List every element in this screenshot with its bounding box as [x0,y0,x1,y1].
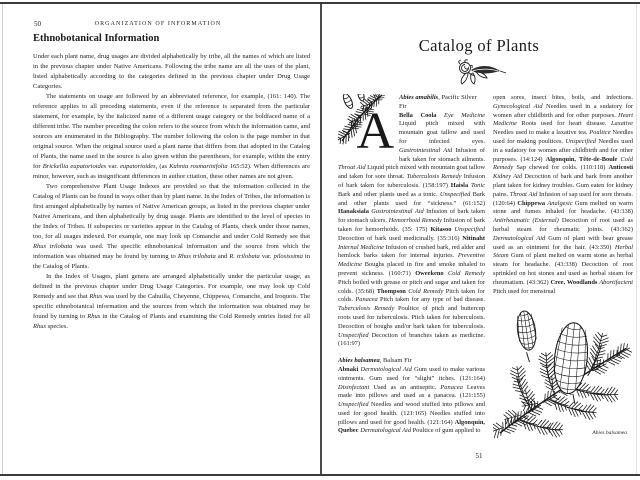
page-gutter-line [320,4,322,474]
catalog-column-left [338,94,485,460]
entry-body-continuation: open sores, insect bites, boils, and infections. Gynecological Aid Needles used in a sudatory for women after childbirth and for other purposes. Heart Medicine Roots used for heart disease. Laxative Needles used to make a laxative tea. Poultice Needles used for making poultices. Unspecified Needles used in a sudatory for women after childbirth and for other purposes. (14:124) Algonquin, Tête-de-Boule Cold Remedy Sap chewed for colds. (110:118) Anticosti Kidney Aid Decoction of bark and bark from another plant taken for kidney troubles. Gum eaten for kidney pains. Throat Aid Infusion of sap used for sore throats. (120:64) Chippewa Analgesic Gum melted on warm stone and fumes inhaled for headache. (43:338) Antirheumatic (External) Decoction of root used as herbal steam for rheumatic joints. (43:362) Dermatological Aid Gum of plant with bear grease used as an ointment for the hair. (43:350) Herbal Steam Gum of plant melted on warm stone as herbal steam for headache. (43:338) Decoction of root sprinkled on hot stones and used as herbal steam for rheumatism. (43:362) Cree, Woodlands Abortifacient Pitch used for menstrual [493,94,633,295]
page-border-bottom [0,474,640,476]
catalog-column-right [493,94,633,460]
page-number-left: 50 [34,20,41,28]
paragraph: Under each plant name, drug usages are divided alphabetically by tribe, all the names of which are listed in the previous chapter under Native Americans. Following the tribe name are all the uses of the plant, listed alphabetically according to the categories defined in the previous chapter under Drug Usage Categories. [33,53,310,90]
chapter-title: Catalog of Plants [418,36,540,55]
paragraph: The statements on usage are followed by an abbreviated reference, for example, (161: 140). The reference applies to all preceding statements, even if the reference is separated from the particular statement, for example, by the italicized name of a different usage category or the boldfaced name of a different tribe. The number preceding the colon refers to the source from which the information came, and sources are enumerated in the Bibliography. The number following the colon is the page number in that original source. When the original source used a plant name that differs from that adopted in the Catalog of Plants, the name used in the source is also given within the parentheses, for example, within the entry for Brickellia eupatorioides var. eupatorioides, (as Kuhnia rosmarinifolia 165:52). When differences are minor, however, such as insignificant differences in author citation, these other names are not given. [33,93,310,180]
paragraph: In the Index of Usages, plant genera are arranged alphabetically under the particular usage, as defined in the previous chapter under Drug Usage Categories. For example, one may look up Cold Remedy and see that Rhus was used by the Cahuilla, Cheyenne, Chippewa, Comanche, and Iroquois. The specific ethnobotanical information and the sources from which the information was obtained may be found by turning to Rhus in the Catalog of Plants and examining the Cold Remedy entries listed for all Rhus species. [33,273,311,330]
running-head: ORGANIZATION OF INFORMATION [94,21,222,27]
entry-heading: Abies balsamea, Balsam Fir [338,357,412,365]
drop-cap-letter: A [356,103,394,160]
small-cone [515,310,538,352]
paragraph: Two comprehensive Plant Usage Indexes are provided so that the information collected in the Catalog of Plants can be found in ways other than by plant name. In the Index of Tribes, the information is first arranged alphabetically by names of Native American groups, as listed in the previous chapter under Native Americans, and then alphabetically by drug usage. Plants are identified to the level of species in the Index of Tribes. If subspecies or varieties appear in the Catalog of Plants, check under those names, too, for all usages indexed. For example, one may look up Comanche and under Cold Remedy see that Rhus trilobata was used. The specific ethnobotanical information and the source from which the information was obtained may be found by turning to Rhus trilobata and R. trilobata var. pilosissima in the Catalog of Plants. [33,183,310,270]
illuminated-initial [338,94,395,160]
botanical-figure [493,301,633,441]
botanical-ornament-icon [452,59,508,85]
fir-branch-illustration [493,301,633,441]
entry-body: Bella Coola Eye Medicine Liquid pitch mixed with mountain goat tallow and used for infected eyes. Gastrointestinal Aid Infusion of bark taken for stomach ailments. Throat Aid Liquid pitch mixed with mountain goat tallow and taken for sore throat. Tuberculosis Remedy Infusion of bark taken for tuberculosis. (158:197) Haisla Tonic Bark and other plants used as a tonic. Unspecified Bark and other plants used for “sickness.” (61:152) Hanaksiala Gastrointestinal Aid Infusion of bark taken for stomach ulcers. Hemorrhoid Remedy Infusion of bark taken for hemorrhoids. (35: 175) Kitasoo Unspecified Decoction of bark used medicinally. (35:316) Nitinaht Internal Medicine Infusion of crushed bark, red alder and hemlock barks taken for internal injuries. Preventive Medicine Boughs placed in fire and smoke inhaled to prevent sickness. (160:71) Oweekeno Cold Remedy Pitch boiled with grease or pitch and sugar and taken for colds. (35:68) Thompson Cold Remedy Pitch taken for colds. Panacea Pitch taken for any type of bad disease. Tuberculosis Remedy Poultice of pitch and buttercup roots used for tuberculosis. Pitch taken for tuberculosis. Decoction of boughs and/or bark taken for tuberculosis. Unspecified Decoction of branches taken as medicine. (161:97) [338,111,485,348]
figure-caption: Abies balsamea [592,429,627,436]
left-page-body [33,52,310,332]
section-heading: Ethnobotanical Information [33,33,160,44]
page-number-right: 51 [475,452,483,460]
entry-heading: Abies amabilis, Pacific Silver Fir [399,94,477,110]
entry-body: Abnaki Dermatological Aid Gum used to make various ointments. Gum used for “slight” itches. (121:164) Disinfectant Used as an antiseptic. Panacea Leaves made into pillows and used as a panacea. (121:155) Unspecified Needles and wood stuffed into pillows and used for good health. (121:165) Needles stuffed into pillows and used for good health. (121:164) Algonquin, Quebec Dermatological Aid Poultice of gum applied to [338,365,485,435]
page-edge-right [636,4,637,474]
page-edge-left [2,4,3,474]
